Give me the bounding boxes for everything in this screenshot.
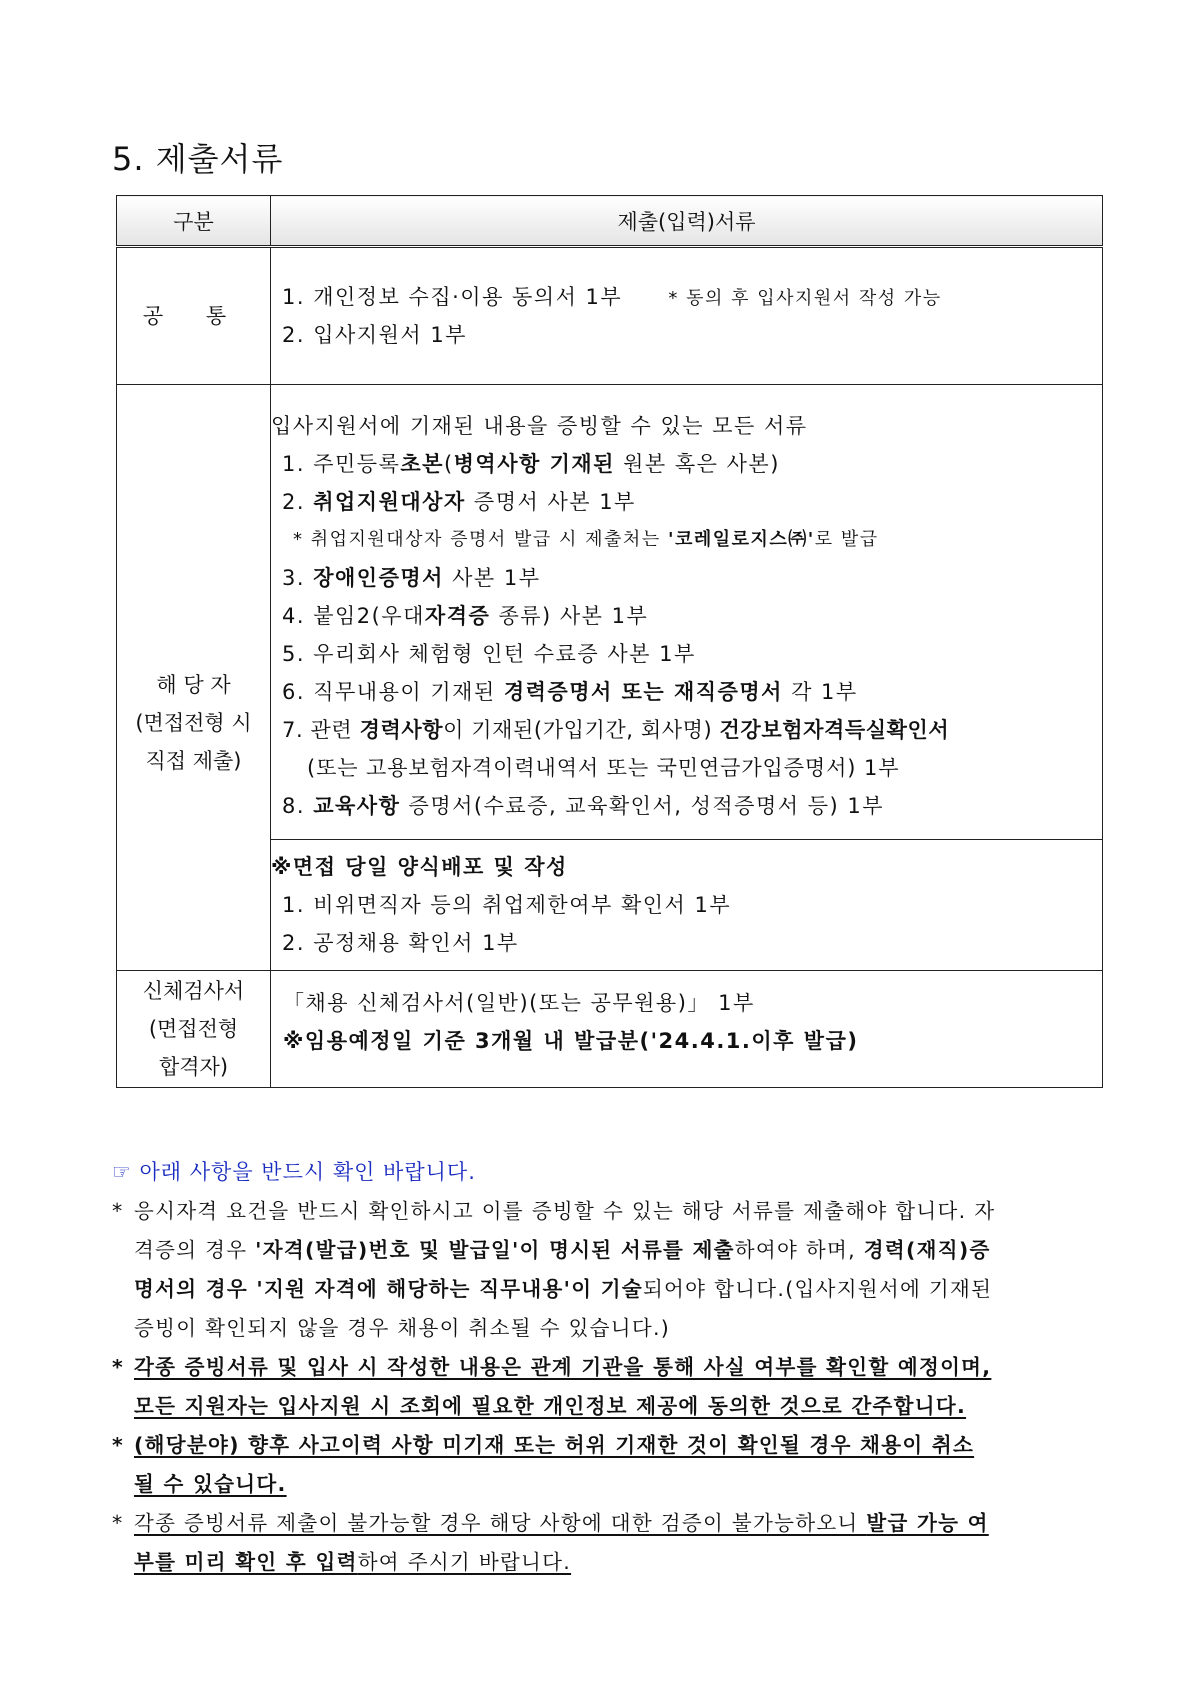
- list-item: 1. 비위면직자 등의 취업제한여부 확인서 1부: [282, 893, 732, 917]
- bullet-star: *: [112, 1199, 124, 1223]
- documents-table: [116, 195, 1103, 1088]
- category-common: 공 통: [117, 247, 271, 385]
- list-item: 2. 공정채용 확인서 1부: [282, 931, 519, 955]
- onsite-documents-cell: [271, 840, 1103, 971]
- medical-line: 「채용 신체검사서(일반)(또는 공무원용)」 1부: [283, 991, 755, 1015]
- table-header-row: [117, 196, 1103, 247]
- category-line: (면접전형: [148, 1017, 239, 1041]
- category-line: 직접 제출): [145, 748, 242, 773]
- consent-note: * 동의 후 입사지원서 작성 가능: [668, 288, 942, 309]
- category-medical: [117, 971, 271, 1088]
- list-item: 2. 입사지원서 1부: [282, 323, 467, 347]
- common-documents-cell: [271, 247, 1103, 385]
- bullet-star: *: [112, 1511, 124, 1535]
- category-line: 신체검사서: [142, 979, 245, 1003]
- list-item: 7. 관련 경력사항이 기재된(가입기간, 회사명) 건강보험자격득실확인서: [282, 718, 950, 742]
- list-item-continuation: (또는 고용보험자격이력내역서 또는 국민연금가입증명서) 1부: [307, 756, 900, 780]
- list-item: 8. 교육사항 증명서(수료증, 교육확인서, 성적증명서 등) 1부: [282, 794, 884, 818]
- category-line: 해 당 자: [156, 672, 231, 697]
- table-row-medical: [117, 971, 1103, 1088]
- applicable-documents-cell: [271, 385, 1103, 840]
- section-title: 5. 제출서류: [112, 140, 284, 178]
- list-item: 4. 붙임2(우대자격증 종류) 사본 1부: [282, 604, 649, 628]
- bullet-star: *: [112, 1433, 125, 1457]
- note-item: * 각종 증빙서류 제출이 불가능할 경우 해당 사항에 대한 검증이 불가능하오니 발급 가능 여 부를 미리 확인 후 입력하여 주시기 바랍니다.: [112, 1504, 1102, 1582]
- onsite-title: ※면접 당일 양식배포 및 작성: [271, 855, 568, 879]
- list-item: 1. 주민등록초본(병역사항 기재된 원본 혹은 사본): [282, 452, 780, 476]
- list-item: 3. 장애인증명서 사본 1부: [282, 566, 541, 590]
- notes-section: [112, 1152, 1102, 1582]
- note-item: * 응시자격 요건을 반드시 확인하시고 이를 증빙할 수 있는 해당 서류를 제출해야 합니다. 자 격증의 경우 '자격(발급)번호 및 발급일'이 명시된 서류를 제출하여야 하며, 경력(재직)증 명서의 경우 '지원 자격에 해당하는 직무내용'이 기술되어야 합니다.(입사지원서에 기재된 증빙이 확인되지 않을 경우 채용이 취소될 수 있습니다.): [112, 1192, 1102, 1348]
- list-item: 5. 우리회사 체험형 인턴 수료증 사본 1부: [282, 642, 696, 666]
- list-item: 6. 직무내용이 기재된 경력증명서 또는 재직증명서 각 1부: [282, 680, 858, 704]
- category-applicable: [117, 385, 271, 971]
- note-item: * 각종 증빙서류 및 입사 시 작성한 내용은 관계 기관을 통해 사실 여부를 확인할 예정이며, 모든 지원자는 입사지원 시 조회에 필요한 개인정보 제공에 동의한 것으로 간주합니다.: [112, 1348, 1102, 1426]
- medical-issue-note: ※임용예정일 기준 3개월 내 발급분('24.4.1.이후 발급): [283, 1029, 859, 1053]
- category-line: 합격자): [158, 1055, 229, 1079]
- notes-title: ☞ 아래 사항을 반드시 확인 바랍니다.: [112, 1160, 476, 1184]
- medical-documents-cell: [271, 971, 1103, 1088]
- list-item-note: * 취업지원대상자 증명서 발급 시 제출처는 '코레일로지스㈜'로 발급: [293, 529, 879, 550]
- bullet-star: *: [112, 1355, 125, 1379]
- note-item: * (해당분야) 향후 사고이력 사항 미기재 또는 허위 기재한 것이 확인될 경우 채용이 취소 될 수 있습니다.: [112, 1426, 1102, 1504]
- header-category: 구분: [117, 196, 271, 247]
- intro-text: 입사지원서에 기재된 내용을 증빙할 수 있는 모든 서류: [271, 414, 808, 438]
- table-row-common: [117, 247, 1103, 385]
- table-row-applicable: [117, 385, 1103, 840]
- list-item: 2. 취업지원대상자 증명서 사본 1부: [282, 490, 636, 514]
- category-line: (면접전형 시: [135, 710, 252, 735]
- list-item: 1. 개인정보 수집·이용 동의서 1부 * 동의 후 입사지원서 작성 가능: [282, 285, 942, 309]
- header-documents: 제출(입력)서류: [271, 196, 1103, 247]
